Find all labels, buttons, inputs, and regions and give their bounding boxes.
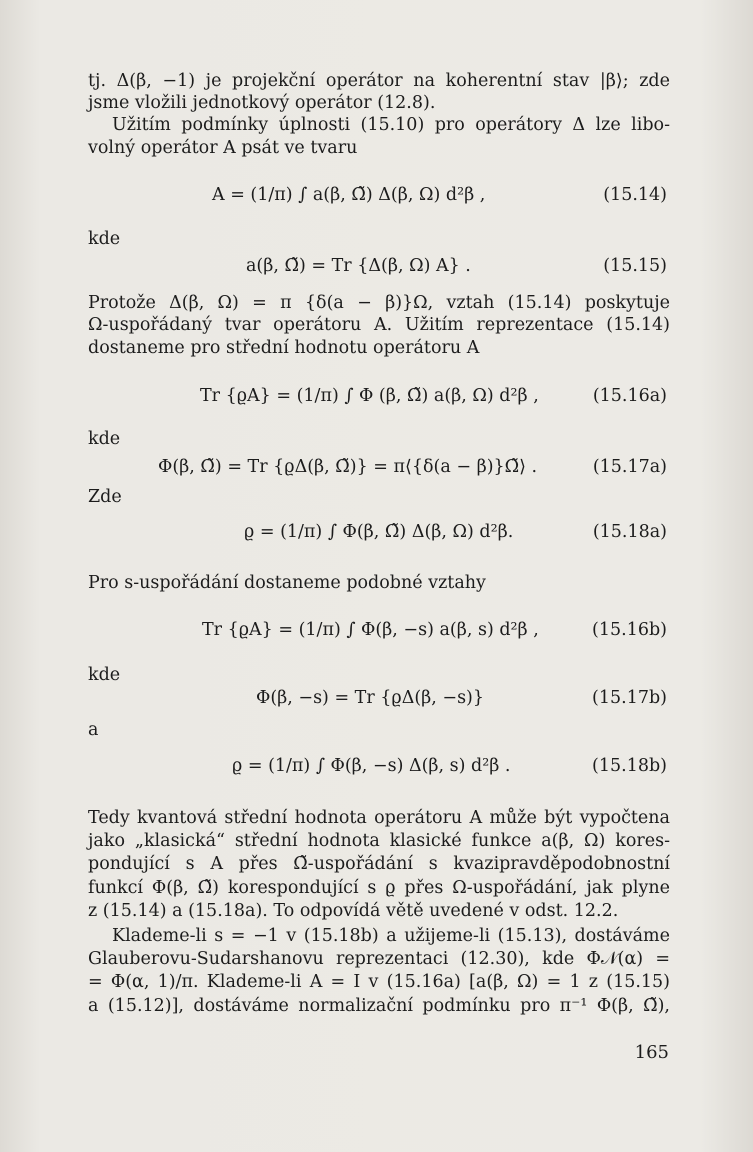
- text-line: = Φ(α, 1)/π. Klademe-li A = I v (15.16a) [a(β, Ω) = 1 z (15.15): [88, 972, 670, 992]
- text-line: Klademe-li s = −1 v (15.18b) a užijeme-li (15.13), dostáváme: [112, 926, 670, 946]
- label-kde: kde: [88, 229, 121, 249]
- label-zde: Zde: [88, 487, 122, 507]
- equation-15-17b: Φ(β, −s) = Tr {ϱΔ(β, −s)}: [256, 688, 485, 708]
- text-line: Glauberovu-Sudarshanovu reprezentaci (12.30), kde Φ𝒩(α) =: [88, 949, 670, 969]
- equation-number: (15.15): [603, 256, 667, 276]
- text-line: volný operátor A psát ve tvaru: [88, 138, 358, 158]
- equation-15-18a: ϱ = (1/π) ∫ Φ(β, Ω̃) Δ(β, Ω) d²β.: [244, 522, 514, 542]
- text-line: jako „klasická“ střední hodnota klasické funkce a(β, Ω) kores-: [88, 831, 670, 851]
- equation-number: (15.17a): [592, 457, 667, 477]
- equation-15-17a: Φ(β, Ω̃) = Tr {ϱΔ(β, Ω̃)} = π⟨{δ(a − β)}Ω̃⟩ .: [158, 457, 538, 477]
- equation-number: (15.18b): [592, 756, 667, 776]
- label-kde: kde: [88, 429, 121, 449]
- text-line: Ω-uspořádaný tvar operátoru A. Užitím reprezentace (15.14): [88, 315, 670, 335]
- text-line: Tedy kvantová střední hodnota operátoru A může být vypočtena: [88, 808, 670, 828]
- text-line: tj. Δ(β, −1) je projekční operátor na koherentní stav |β⟩; zde: [88, 71, 670, 91]
- text-line: jsme vložili jednotkový operátor (12.8).: [88, 93, 436, 113]
- equation-15-16b: Tr {ϱA} = (1/π) ∫ Φ(β, −s) a(β, s) d²β ,: [202, 620, 539, 640]
- text-line: Protože Δ(β, Ω) = π {δ(a − β)}Ω, vztah (15.14) poskytuje: [88, 293, 670, 313]
- text-line: Pro s-uspořádání dostaneme podobné vztahy: [88, 573, 486, 593]
- equation-number: (15.14): [603, 185, 667, 205]
- label-a: a: [88, 720, 99, 740]
- equation-15-15: a(β, Ω̃) = Tr {Δ(β, Ω) A} .: [246, 256, 471, 276]
- equation-15-18b: ϱ = (1/π) ∫ Φ(β, −s) Δ(β, s) d²β .: [232, 756, 511, 776]
- text-line: Užitím podmínky úplnosti (15.10) pro operátory Δ lze libo-: [112, 115, 670, 135]
- equation-15-14: A = (1/π) ∫ a(β, Ω̃) Δ(β, Ω) d²β ,: [212, 185, 486, 205]
- equation-number: (15.16b): [592, 620, 667, 640]
- equation-number: (15.18a): [592, 522, 667, 542]
- text-line: z (15.14) a (15.18a). To odpovídá větě uvedené v odst. 12.2.: [88, 901, 619, 921]
- label-kde: kde: [88, 665, 121, 685]
- text-line: a (15.12)], dostáváme normalizační podmínku pro π⁻¹ Φ(β, Ω̃),: [88, 996, 670, 1016]
- equation-number: (15.17b): [592, 688, 667, 708]
- equation-15-16a: Tr {ϱA} = (1/π) ∫ Φ (β, Ω̃) a(β, Ω) d²β ,: [200, 386, 539, 406]
- text-line: funkcí Φ(β, Ω̃) korespondující s ϱ přes Ω-uspořádání, jak plyne: [88, 878, 670, 898]
- equation-number: (15.16a): [592, 386, 667, 406]
- page-number: 165: [634, 1042, 669, 1063]
- text-line: dostaneme pro střední hodnotu operátoru A: [88, 338, 480, 358]
- text-line: pondující s A přes Ω̃-uspořádání s kvazipravděpodobnostní: [88, 854, 670, 874]
